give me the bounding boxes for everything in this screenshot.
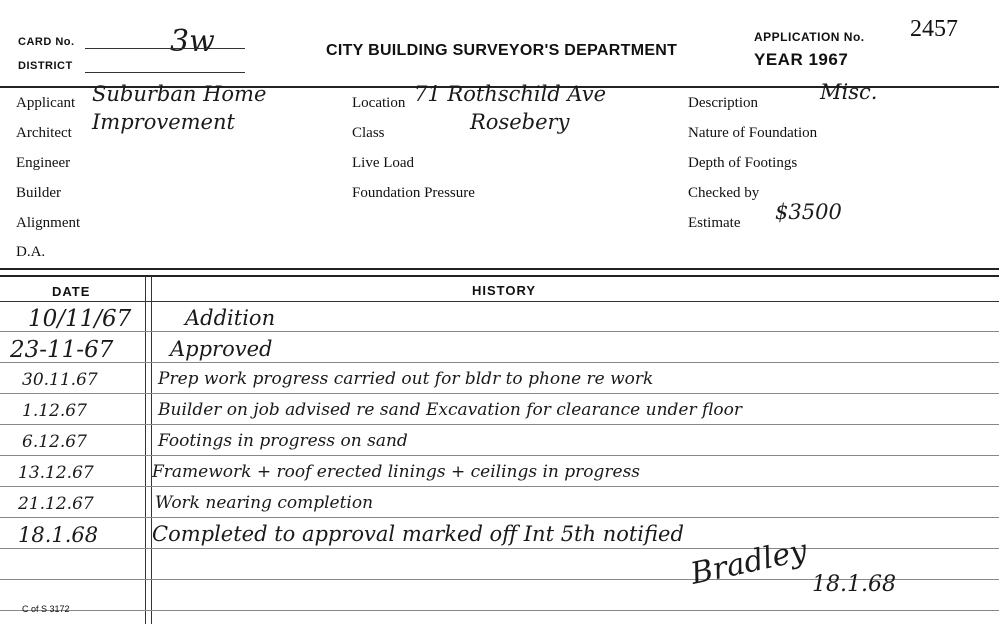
class-label: Class <box>352 125 385 141</box>
history-row-text: Addition <box>185 306 276 330</box>
date-column-divider-2 <box>151 276 152 624</box>
ruled-line <box>0 517 999 518</box>
history-row-date: 1.12.67 <box>22 401 87 421</box>
foundation-pressure-label: Foundation Pressure <box>352 185 475 201</box>
history-row-date: 18.1.68 <box>18 523 99 547</box>
ruled-line <box>0 455 999 456</box>
applicant-value: Suburban Home <box>92 82 267 106</box>
history-row-text: Prep work progress carried out for bldr to phone re work <box>158 369 654 389</box>
architect-value: Improvement <box>92 110 235 134</box>
district-rule <box>85 72 245 73</box>
form-code: C of S 3172 <box>22 604 70 614</box>
estimate-label: Estimate <box>688 215 741 231</box>
application-number: 2457 <box>910 16 958 42</box>
date-column-header: DATE <box>52 284 91 299</box>
class-value: Rosebery <box>470 110 570 134</box>
location-value: 71 Rothschild Ave <box>414 82 607 106</box>
checked-by-label: Checked by <box>688 185 760 201</box>
description-label: Description <box>688 95 758 111</box>
architect-label: Architect <box>16 125 72 141</box>
card-no-label: CARD No. <box>18 36 75 48</box>
da-label: D.A. <box>16 244 46 260</box>
estimate-value: $3500 <box>775 200 842 224</box>
ruled-line <box>0 486 999 487</box>
application-label: APPLICATION No. <box>754 30 865 44</box>
history-row-text: Framework + roof erected linings + ceilings in progress <box>152 462 641 482</box>
alignment-label: Alignment <box>16 215 81 231</box>
ruled-line <box>0 424 999 425</box>
history-row-date: 21.12.67 <box>18 494 94 514</box>
card-no-rule <box>85 48 245 49</box>
applicant-label: Applicant <box>16 95 76 111</box>
inspector-signature: Bradley <box>687 533 811 592</box>
history-row-date: 23-11-67 <box>10 337 114 363</box>
ruled-line <box>0 548 999 549</box>
ruled-line <box>0 610 999 611</box>
nature-of-foundation-label: Nature of Foundation <box>688 125 818 141</box>
history-row-date: 30.11.67 <box>22 370 98 390</box>
engineer-label: Engineer <box>16 155 71 171</box>
history-header-rule <box>0 301 999 302</box>
history-row-date: 6.12.67 <box>22 432 87 452</box>
date-column-divider <box>145 276 146 624</box>
history-column-header: HISTORY <box>472 283 537 298</box>
ruled-line <box>0 331 999 332</box>
history-row-text: Approved <box>170 337 273 361</box>
signature-date: 18.1.68 <box>812 572 896 597</box>
history-row-text: Completed to approval marked off Int 5th notified <box>152 522 684 546</box>
history-top-rule <box>0 275 999 277</box>
ruled-line <box>0 393 999 394</box>
district-label: DISTRICT <box>18 60 73 72</box>
history-row-text: Builder on job advised re sand Excavation for clearance under floor <box>158 400 742 420</box>
description-value: Misc. <box>820 80 878 104</box>
department-title: CITY BUILDING SURVEYOR'S DEPARTMENT <box>326 42 678 59</box>
card-no-value: 3w <box>170 24 215 59</box>
history-row-text: Work nearing completion <box>155 493 374 513</box>
location-label: Location <box>352 95 406 111</box>
history-row-date: 13.12.67 <box>18 463 94 483</box>
live-load-label: Live Load <box>352 155 415 171</box>
depth-of-footings-label: Depth of Footings <box>688 155 798 171</box>
year-label: YEAR 1967 <box>754 50 849 69</box>
history-row-text: Footings in progress on sand <box>158 431 408 451</box>
ruled-line <box>0 362 999 363</box>
fields-divider <box>0 268 999 270</box>
history-row-date: 10/11/67 <box>28 306 132 332</box>
builder-label: Builder <box>16 185 61 201</box>
